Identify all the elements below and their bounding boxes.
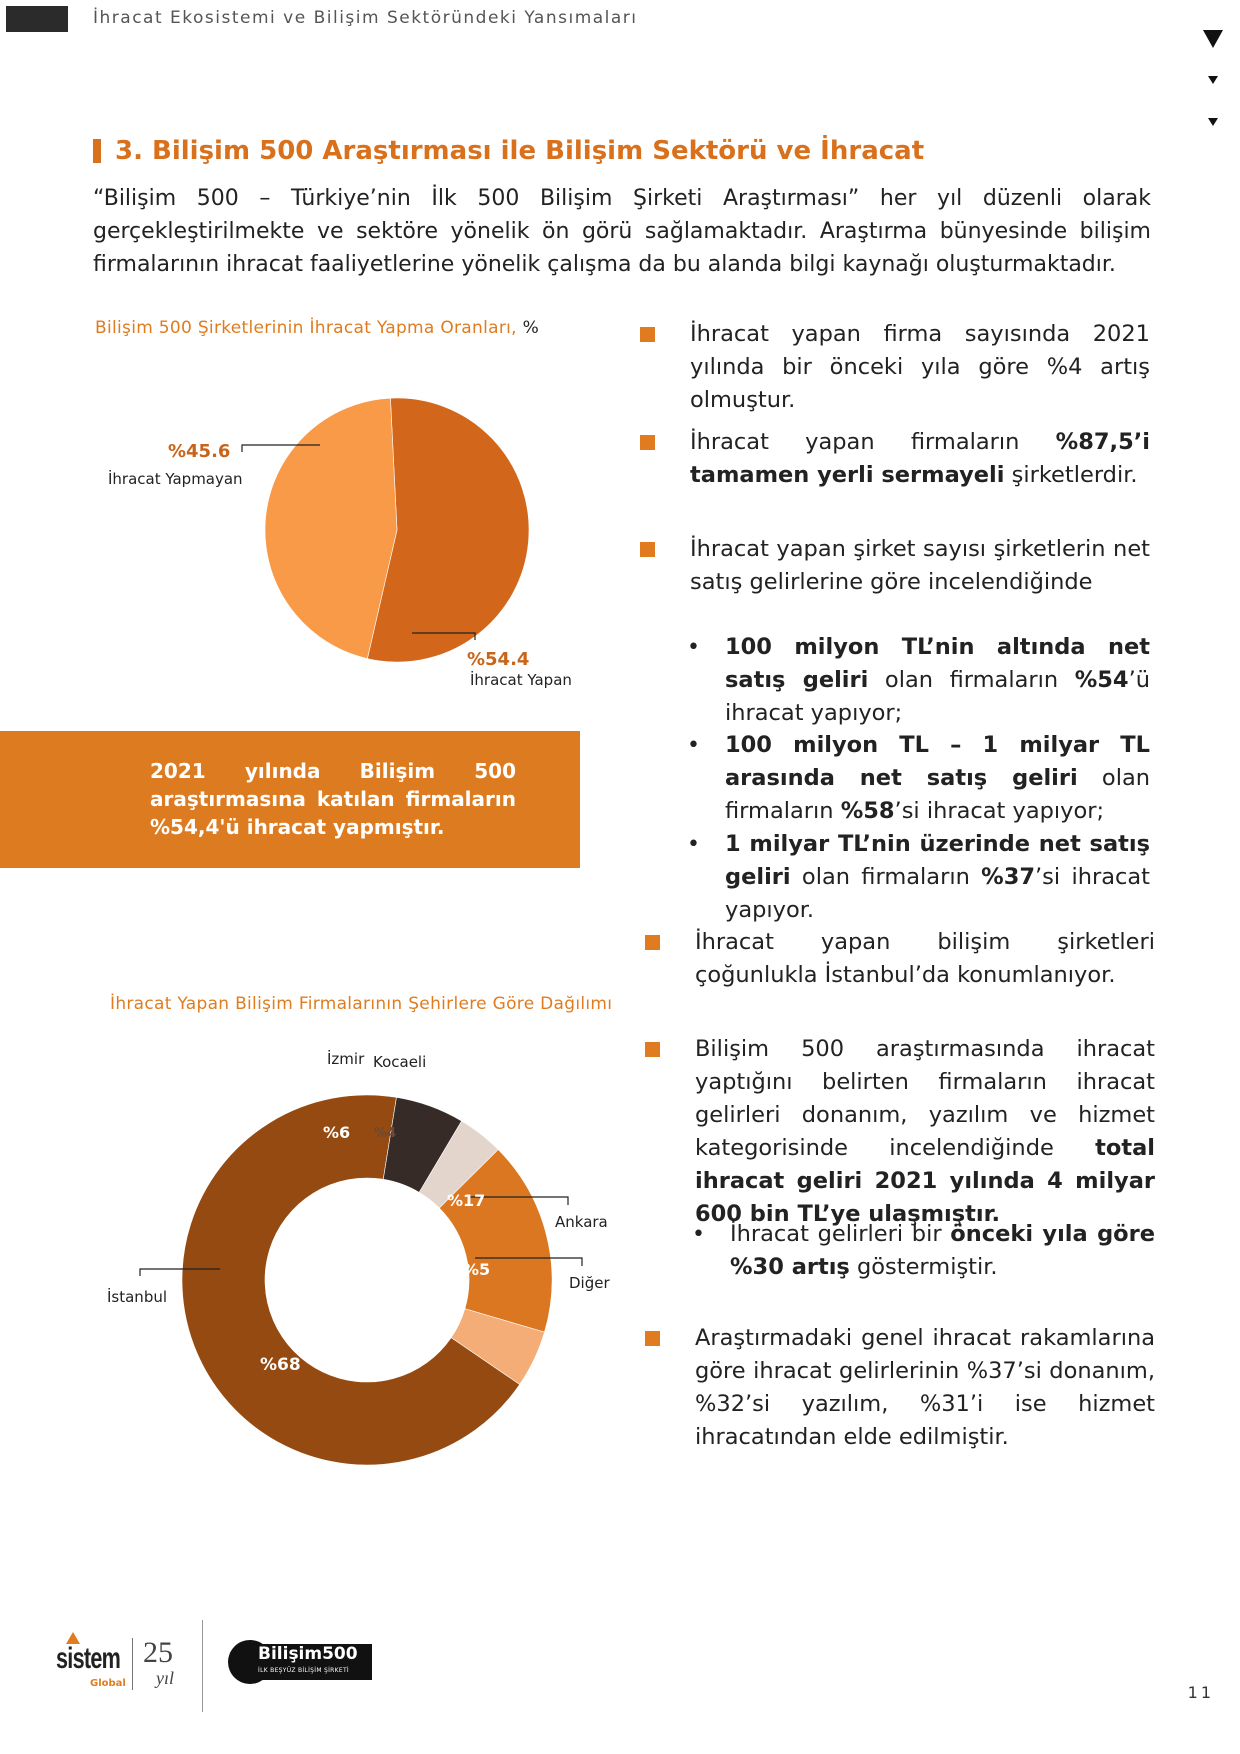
donut-label-kocaeli: Kocaeli [373, 1053, 427, 1071]
bullet-dot-icon: • [687, 635, 700, 660]
pie-chart-title-unit: % [522, 318, 540, 338]
pie-chart-title [95, 318, 539, 338]
pie-label-no-pct: %45.6 [168, 441, 231, 462]
donut-chart-title: İhracat Yapan Bilişim Firmalarının Şehirlere Göre Dağılımı [110, 994, 613, 1014]
finding-item: İhracat yapan firmaların %87,5’i tamamen yerli sermayeli şirketlerdir. [650, 426, 1150, 492]
sub-finding-item: • 1 milyar TL’nin üzerinde net satış geliri olan firmaların %37’si ihracat yapıyor. [725, 828, 1150, 927]
sistem-global-logo: sistem Global 25 yıl [56, 1640, 196, 1700]
triangle-down-small-icon [1208, 76, 1218, 84]
square-bullet-icon [640, 327, 655, 342]
city-distribution-donut-chart [0, 1040, 640, 1470]
donut-pct-ankara: %17 [447, 1191, 486, 1210]
bullet-dot-icon: • [692, 1222, 705, 1247]
donut-pct-istanbul: %68 [260, 1355, 301, 1375]
highlight-box-text: 2021 yılında Bilişim 500 araştırmasına katılan firmaların %54,4'ü ihracat yapmıştır. [150, 759, 516, 839]
donut-pct-kocaeli: %4 [374, 1126, 397, 1141]
donut-pct-izmir: %6 [323, 1123, 351, 1142]
triangle-down-icon [1203, 30, 1223, 48]
square-bullet-icon [640, 542, 655, 557]
pie-chart-title-text: Bilişim 500 Şirketlerinin İhracat Yapma Oranları, [95, 318, 517, 338]
bullet-dot-icon: • [687, 733, 700, 758]
footer-divider [202, 1620, 203, 1712]
sub-finding-item: • 100 milyon TL – 1 milyar TL arasında net satış geliri olan firmaların %58’si ihracat yapıyor; [725, 729, 1150, 828]
sub-finding-item: • İhracat gelirleri bir önceki yıla göre %30 artış göstermiştir. [730, 1218, 1155, 1284]
section-title: 3. Bilişim 500 Araştırması ile Bilişim Sektörü ve İhracat [115, 136, 925, 166]
donut-label-diger: Diğer [569, 1274, 610, 1292]
export-ratio-pie-chart [0, 370, 640, 690]
bullet-dot-icon: • [687, 832, 700, 857]
pie-label-yes-pct: %54.4 [467, 649, 530, 670]
finding-item: İhracat yapan şirket sayısı şirketlerin net satış gelirlerine göre incelendiğinde [650, 533, 1150, 599]
square-bullet-icon [645, 1331, 660, 1346]
intro-paragraph: “Bilişim 500 – Türkiye’nin İlk 500 Bilişim Şirketi Araştırması” her yıl düzenli olarak gerçekleştirilmekte ve sektöre yönelik ön görü sağlamaktadır. Araştırma bünyesinde bilişim firmalarının ihracat faaliyetlerine yönelik çalışma da bu alanda bilgi kaynağı oluşturmaktadır. [93, 186, 1151, 277]
square-bullet-icon [645, 935, 660, 950]
donut-label-ankara: Ankara [555, 1213, 608, 1231]
square-bullet-icon [640, 435, 655, 450]
finding-item: İhracat yapan bilişim şirketleri çoğunlukla İstanbul’da konumlanıyor. [655, 926, 1155, 992]
finding-item: İhracat yapan firma sayısında 2021 yılında bir önceki yıla göre %4 artış olmuştur. [650, 318, 1150, 417]
header-block [6, 6, 68, 32]
donut-pct-diger: %5 [463, 1260, 491, 1279]
square-bullet-icon [645, 1042, 660, 1057]
section-title-bar [93, 139, 101, 163]
page-number: 11 [1187, 1683, 1214, 1702]
finding-item: Bilişim 500 araştırmasında ihracat yaptığını belirten firmaların ihracat gelirleri donanım, yazılım ve hizmet kategorisinde incelendiğinde total ihracat geliri 2021 yılında 4 milyar 600 bin TL’ye ulaşmıştır. [655, 1033, 1155, 1231]
donut-label-izmir: İzmir [327, 1050, 365, 1068]
finding-item: Araştırmadaki genel ihracat rakamlarına göre ihracat gelirlerinin %37’si donanım, %32’si yazılım, %31’i ise hizmet ihracatından elde edilmiştir. [655, 1322, 1155, 1454]
triangle-down-small-icon [1208, 118, 1218, 126]
bilisim500-logo: Bilişim500 İLK BEŞYÜZ BİLİŞİM ŞİRKETİ [228, 1640, 378, 1684]
running-header: İhracat Ekosistemi ve Bilişim Sektöründeki Yansımaları [93, 8, 638, 28]
pie-label-no-name: İhracat Yapmayan [108, 470, 243, 488]
donut-label-istanbul: İstanbul [107, 1288, 168, 1306]
pie-label-yes-name: İhracat Yapan [470, 671, 572, 689]
sub-finding-item: • 100 milyon TL’nin altında net satış geliri olan firmaların %54’ü ihracat yapıyor; [725, 631, 1150, 730]
